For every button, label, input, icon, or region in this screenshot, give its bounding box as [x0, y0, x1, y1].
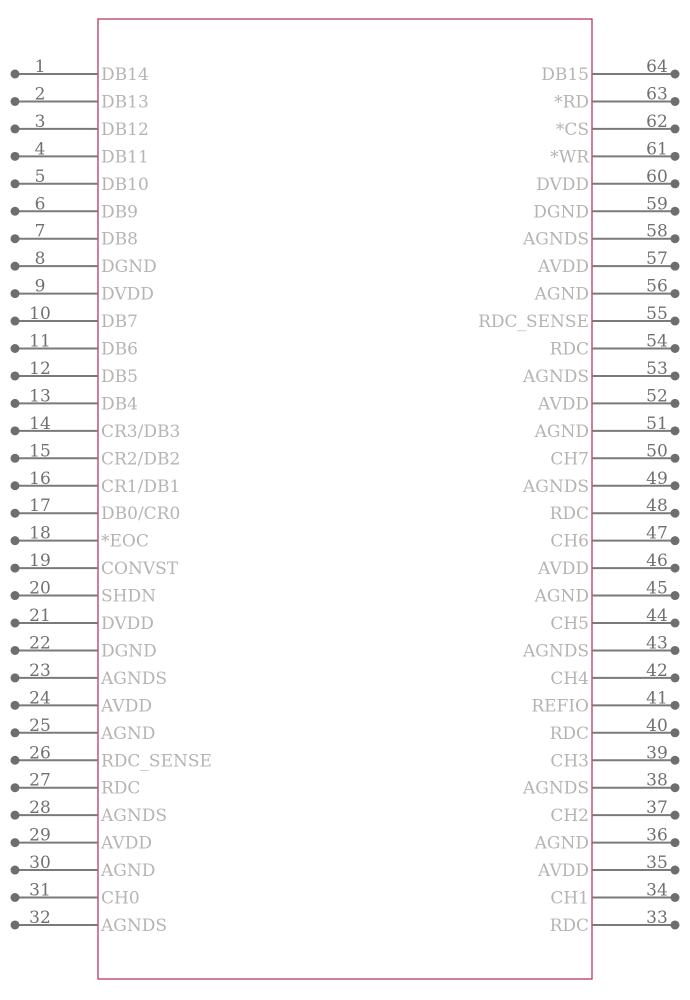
pin-name: DB10 — [101, 174, 149, 195]
pin-number: 2 — [34, 84, 46, 105]
pin-terminal-dot — [671, 124, 680, 133]
pin-terminal-dot — [11, 344, 20, 353]
pin-terminal-dot — [671, 838, 680, 847]
pin-number: 16 — [29, 468, 51, 489]
pin-20 — [11, 579, 157, 607]
pin-22 — [11, 633, 157, 661]
pin-17 — [11, 496, 181, 524]
pin-60 — [536, 167, 679, 195]
pin-64 — [541, 57, 679, 85]
pin-name: SHDN — [101, 586, 156, 607]
pin-62 — [556, 112, 680, 140]
pin-name: CH5 — [550, 614, 589, 634]
pin-number: 44 — [646, 606, 668, 626]
pin-number: 28 — [29, 798, 51, 819]
pin-terminal-dot — [671, 289, 680, 298]
pin-name: CH0 — [101, 888, 140, 909]
left-pin-group — [11, 57, 212, 936]
pin-name: RDC — [549, 915, 589, 936]
pin-terminal-dot — [11, 371, 20, 380]
pin-13 — [11, 386, 138, 414]
pin-number: 19 — [29, 551, 51, 572]
pin-27 — [11, 771, 141, 799]
pin-number: 48 — [646, 496, 668, 517]
pin-terminal-dot — [11, 619, 20, 628]
pin-name: DVDD — [101, 284, 154, 305]
pin-terminal-dot — [671, 234, 680, 243]
chip-body — [98, 19, 592, 979]
pin-name: RDC — [549, 723, 589, 744]
pin-terminal-dot — [671, 728, 680, 737]
pin-name: AGNDS — [101, 806, 168, 827]
pin-name: DB0/CR0 — [101, 504, 181, 525]
pin-number: 21 — [29, 606, 51, 626]
pin-name: AGNDS — [522, 366, 589, 387]
pin-terminal-dot — [11, 920, 20, 929]
pin-name: CR1/DB1 — [101, 476, 181, 497]
pin-name: AVDD — [101, 696, 152, 717]
pin-terminal-dot — [11, 289, 20, 298]
pin-51 — [534, 414, 680, 442]
pin-terminal-dot — [671, 371, 680, 380]
pin-name: DB7 — [101, 312, 138, 333]
pin-29 — [11, 826, 152, 854]
pin-38 — [522, 771, 680, 799]
pin-number: 62 — [646, 111, 668, 132]
pin-24 — [11, 688, 152, 716]
pin-name: *WR — [550, 147, 589, 168]
pin-name: AGNDS — [522, 641, 589, 662]
pin-terminal-dot — [671, 811, 680, 820]
pin-terminal-dot — [671, 893, 680, 902]
pin-number: 15 — [29, 441, 51, 462]
pin-name: AGNDS — [101, 915, 168, 936]
pin-50 — [550, 441, 679, 469]
pin-name: CH6 — [550, 531, 589, 552]
pin-name: AGND — [534, 421, 589, 442]
pin-number: 53 — [646, 358, 668, 379]
pin-21 — [11, 606, 154, 634]
pin-name: CONVST — [101, 559, 179, 580]
pin-number: 57 — [646, 249, 668, 270]
pin-terminal-dot — [671, 97, 680, 106]
pin-number: 7 — [34, 221, 46, 242]
pin-number: 26 — [29, 743, 51, 764]
pin-40 — [550, 716, 680, 744]
pin-54 — [550, 332, 680, 360]
pin-terminal-dot — [11, 262, 20, 271]
pin-number: 3 — [34, 111, 46, 132]
pin-63 — [554, 84, 679, 112]
pin-terminal-dot — [11, 591, 20, 600]
pin-1 — [11, 57, 149, 85]
pin-name: RDC — [101, 778, 141, 799]
pin-name: CR2/DB2 — [101, 449, 181, 470]
pin-number: 25 — [29, 715, 51, 736]
pin-terminal-dot — [671, 179, 680, 188]
pin-number: 59 — [646, 194, 668, 215]
pin-terminal-dot — [11, 673, 20, 682]
pin-number: 41 — [646, 688, 668, 709]
pin-name: DB6 — [101, 339, 138, 360]
pin-53 — [522, 359, 680, 387]
pin-11 — [11, 332, 138, 360]
pin-56 — [534, 277, 680, 305]
pin-number: 4 — [34, 139, 46, 160]
pin-name: AGND — [534, 586, 589, 607]
pin-number: 24 — [29, 688, 51, 709]
pin-41 — [531, 688, 679, 716]
pin-26 — [11, 743, 212, 771]
pin-terminal-dot — [11, 838, 20, 847]
pin-number: 30 — [29, 853, 51, 874]
pin-name: AGND — [101, 861, 156, 882]
pin-terminal-dot — [11, 454, 20, 463]
pin-number: 29 — [29, 825, 51, 846]
pin-name: CH7 — [550, 449, 589, 470]
right-pin-group — [478, 57, 679, 936]
pin-terminal-dot — [671, 152, 680, 161]
pin-terminal-dot — [671, 399, 680, 408]
pin-name: CH1 — [550, 888, 589, 909]
pin-name: DB4 — [101, 394, 138, 415]
pin-52 — [537, 386, 679, 414]
pin-number: 49 — [646, 468, 668, 489]
pin-12 — [11, 359, 138, 387]
pin-number: 63 — [646, 84, 668, 105]
pin-number: 11 — [29, 331, 51, 352]
pin-terminal-dot — [671, 317, 680, 326]
pin-terminal-dot — [11, 317, 20, 326]
pin-name: AVDD — [538, 559, 589, 580]
pin-name: AVDD — [538, 257, 589, 278]
pin-58 — [522, 222, 680, 250]
pin-number: 37 — [646, 798, 668, 819]
pin-35 — [537, 853, 679, 881]
pin-name: RDC — [549, 504, 589, 525]
pin-name: DVDD — [536, 174, 589, 195]
pin-37 — [550, 798, 679, 826]
pin-name: DB15 — [541, 65, 589, 85]
pin-terminal-dot — [671, 426, 680, 435]
pin-terminal-dot — [11, 646, 20, 655]
pin-number: 50 — [646, 441, 668, 462]
pin-15 — [11, 441, 181, 469]
pin-32 — [11, 908, 168, 936]
pin-number: 5 — [34, 166, 46, 187]
pin-terminal-dot — [671, 920, 680, 929]
pin-name: RDC_SENSE — [478, 312, 589, 333]
pin-terminal-dot — [671, 673, 680, 682]
pin-terminal-dot — [671, 646, 680, 655]
pin-terminal-dot — [11, 536, 20, 545]
pin-name: DB8 — [101, 229, 138, 250]
pin-44 — [550, 606, 679, 634]
pin-number: 58 — [646, 221, 668, 242]
pin-terminal-dot — [11, 783, 20, 792]
pin-36 — [534, 826, 680, 854]
pin-number: 43 — [646, 633, 668, 654]
pin-terminal-dot — [671, 207, 680, 216]
pin-57 — [537, 249, 679, 277]
pin-terminal-dot — [11, 564, 20, 573]
pin-31 — [11, 881, 140, 909]
pin-number: 52 — [646, 386, 668, 407]
pin-6 — [11, 194, 138, 222]
pin-name: *EOC — [101, 531, 149, 552]
pin-terminal-dot — [671, 619, 680, 628]
pin-name: DB13 — [101, 92, 149, 113]
pin-terminal-dot — [671, 783, 680, 792]
pin-43 — [522, 633, 680, 661]
pin-terminal-dot — [671, 701, 680, 710]
pin-34 — [550, 881, 679, 909]
pin-number: 32 — [29, 907, 51, 928]
pin-23 — [11, 661, 168, 689]
pin-number: 46 — [646, 551, 668, 572]
pin-2 — [11, 84, 149, 112]
pin-terminal-dot — [11, 124, 20, 133]
pin-name: DVDD — [101, 614, 154, 634]
pin-number: 10 — [29, 304, 51, 325]
pin-terminal-dot — [11, 509, 20, 518]
pin-number: 40 — [646, 715, 668, 736]
pin-number: 27 — [29, 770, 51, 791]
pin-terminal-dot — [11, 701, 20, 710]
pin-terminal-dot — [11, 426, 20, 435]
pin-number: 1 — [34, 57, 46, 77]
pin-name: CR3/DB3 — [101, 421, 181, 442]
pin-16 — [11, 469, 181, 497]
pin-number: 33 — [646, 907, 668, 928]
pin-number: 14 — [29, 413, 51, 434]
pin-number: 13 — [29, 386, 51, 407]
pin-name: DB5 — [101, 366, 138, 387]
pin-terminal-dot — [671, 591, 680, 600]
pin-42 — [550, 661, 679, 689]
pin-name: AGND — [534, 833, 589, 854]
pin-10 — [11, 304, 138, 332]
pin-terminal-dot — [671, 756, 680, 765]
pin-number: 39 — [646, 743, 668, 764]
pin-terminal-dot — [671, 344, 680, 353]
pin-number: 64 — [646, 57, 668, 77]
pin-name: *CS — [555, 119, 589, 140]
pin-name: DB11 — [101, 147, 149, 168]
pin-name: *RD — [554, 92, 589, 113]
pin-45 — [534, 579, 680, 607]
pin-8 — [11, 249, 157, 277]
pin-19 — [11, 551, 179, 579]
pin-number: 22 — [29, 633, 51, 654]
pin-name: AVDD — [538, 394, 589, 415]
pin-name: DB12 — [101, 119, 149, 140]
pin-14 — [11, 414, 181, 442]
pin-terminal-dot — [11, 399, 20, 408]
pin-18 — [11, 524, 149, 552]
pin-name: AGNDS — [101, 668, 168, 689]
pin-name: AVDD — [101, 833, 152, 854]
pin-terminal-dot — [671, 509, 680, 518]
pin-terminal-dot — [11, 866, 20, 875]
pin-59 — [533, 194, 679, 222]
pin-number: 12 — [29, 358, 51, 379]
pin-number: 42 — [646, 660, 668, 681]
pin-number: 60 — [646, 166, 668, 187]
pin-name: AGND — [101, 723, 156, 744]
pin-name: REFIO — [531, 696, 589, 717]
pin-number: 56 — [646, 276, 668, 297]
pin-terminal-dot — [671, 481, 680, 490]
pin-9 — [11, 277, 154, 305]
pin-name: DB14 — [101, 65, 149, 85]
pin-28 — [11, 798, 168, 826]
pin-terminal-dot — [671, 70, 680, 79]
pin-number: 38 — [646, 770, 668, 791]
pin-terminal-dot — [11, 234, 20, 243]
pin-terminal-dot — [11, 756, 20, 765]
pin-terminal-dot — [11, 70, 20, 79]
pin-name: AGND — [534, 284, 589, 305]
pin-name: RDC_SENSE — [101, 751, 212, 772]
pin-46 — [537, 551, 679, 579]
pin-terminal-dot — [671, 454, 680, 463]
pin-number: 18 — [29, 523, 51, 544]
pin-number: 6 — [34, 194, 46, 215]
pin-number: 47 — [646, 523, 668, 544]
pin-39 — [550, 743, 679, 771]
pin-5 — [11, 167, 149, 195]
pin-number: 45 — [646, 578, 668, 599]
pin-number: 8 — [34, 249, 46, 270]
pin-name: CH2 — [550, 806, 589, 827]
pin-55 — [478, 304, 679, 332]
pin-name: AGNDS — [522, 778, 589, 799]
pin-terminal-dot — [11, 207, 20, 216]
pin-name: CH3 — [550, 751, 589, 772]
pin-terminal-dot — [671, 564, 680, 573]
pin-number: 23 — [29, 660, 51, 681]
pin-number: 20 — [29, 578, 51, 599]
pin-number: 17 — [29, 496, 51, 517]
pin-name: RDC — [549, 339, 589, 360]
pin-number: 31 — [29, 880, 51, 901]
pin-name: CH4 — [550, 668, 589, 689]
pin-terminal-dot — [671, 866, 680, 875]
pin-number: 35 — [646, 853, 668, 874]
pin-number: 54 — [646, 331, 668, 352]
pin-49 — [522, 469, 680, 497]
pin-7 — [11, 222, 138, 250]
pin-number: 34 — [646, 880, 668, 901]
pin-30 — [11, 853, 156, 881]
pin-4 — [11, 139, 149, 167]
pin-number: 9 — [34, 276, 46, 297]
pin-terminal-dot — [11, 728, 20, 737]
pin-name: AGNDS — [522, 476, 589, 497]
pin-3 — [11, 112, 149, 140]
pin-terminal-dot — [11, 481, 20, 490]
pin-48 — [550, 496, 680, 524]
pin-terminal-dot — [11, 152, 20, 161]
pin-terminal-dot — [671, 262, 680, 271]
pin-name: DGND — [101, 257, 157, 278]
pin-terminal-dot — [11, 811, 20, 820]
pin-25 — [11, 716, 156, 744]
pin-47 — [550, 524, 679, 552]
pin-name: AVDD — [538, 861, 589, 882]
pin-terminal-dot — [671, 536, 680, 545]
pin-number: 51 — [646, 413, 668, 434]
pin-terminal-dot — [11, 893, 20, 902]
pin-name: DB9 — [101, 202, 138, 223]
pin-number: 55 — [646, 304, 668, 325]
pin-number: 36 — [646, 825, 668, 846]
pin-terminal-dot — [11, 97, 20, 106]
pin-name: DGND — [101, 641, 157, 662]
pin-name: DGND — [533, 202, 589, 223]
pin-terminal-dot — [11, 179, 20, 188]
pin-33 — [550, 908, 680, 936]
pin-61 — [550, 139, 679, 167]
pin-number: 61 — [646, 139, 668, 160]
pin-name: AGNDS — [522, 229, 589, 250]
